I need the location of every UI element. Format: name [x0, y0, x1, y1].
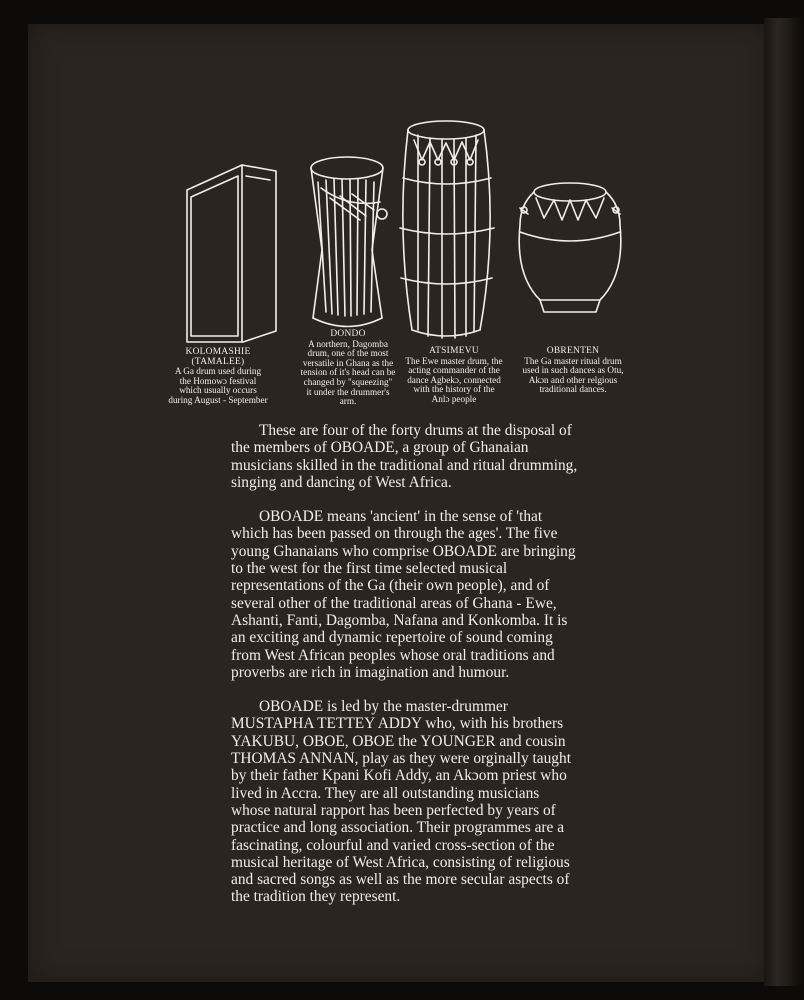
atsimevu-name: ATSIMEVU	[429, 346, 479, 356]
obrenten-drum-illustration	[519, 183, 621, 312]
body-copy	[231, 422, 581, 923]
obrenten-desc-line: Akɔn and other relgious	[528, 374, 618, 385]
atsimevu-drum-illustration	[400, 121, 494, 338]
obrenten-desc-line: The Ga master ritual drum	[524, 355, 622, 366]
kolomashie-caption	[158, 348, 278, 406]
kolomashie-desc-line: during August - September	[168, 394, 268, 405]
obrenten-desc-line: traditional dances.	[539, 384, 607, 395]
obrenten-name: OBRENTEN	[546, 346, 600, 356]
paragraph-intro: These are four of the forty drums at the disposal of the members of OBOADE, a group of Ghanaian musicians skilled in the traditional and ritual drumming, singing and dancing of West Africa.	[231, 422, 578, 491]
paragraph-oboade-meaning: OBOADE means 'ancient' in the sense of 'that which has been passed on through the ages'. The five young Ghanaians who comprise OBOADE are bringing to the west for the first time selected musical representations of the Ga (their own people), and of several other of the traditional areas of Ghana - Ewe, Ashanti, Fanti, Dagomba, Nafana and Konkomba. It is an exciting and dynamic repertoire of sound coming from West African peoples whose oral traditions and proverbs are rich in imagination and humour.	[231, 508, 576, 681]
paragraph-members: OBOADE is led by the master-drummer MUSTAPHA TETTEY ADDY who, with his brothers YAKUBU, OBOE, OBOE the YOUNGER and cousin THOMAS ANNAN, play as they were orginally taught by their father Kpani Kofi Addy, an Akɔom priest who lived in Accra. They are all outstanding musicians whose natural rapport has been perfected by years of practice and long association. Their programmes are a fascinating, colourful and varied cross-section of the musical heritage of West Africa, consisting of religious and sacred songs as well as the more secular aspects of the tradition they represent.	[231, 698, 571, 906]
atsimevu-caption	[394, 347, 514, 405]
dondo-desc-line: versatile in Ghana as the	[302, 357, 394, 368]
kolomashie-desc-line: which usually occurs	[179, 385, 257, 396]
atsimevu-desc-line: acting commander of the	[408, 365, 500, 376]
kolomashie-drum-illustration	[187, 165, 276, 342]
kolomashie-subname: (TAMALEE)	[191, 356, 245, 367]
kolomashie-name: KOLOMASHIE	[185, 347, 251, 357]
atsimevu-desc-line: Anlɔ people	[431, 393, 477, 404]
dondo-caption	[284, 330, 412, 407]
dondo-desc-line: arm.	[339, 396, 357, 407]
atsimevu-desc-line: with the history of the	[413, 384, 495, 395]
obrenten-desc-line: used in such dances as Otu,	[522, 365, 624, 376]
dondo-desc-line: it under the drummer's	[306, 386, 390, 397]
dondo-desc-line: tension of it's head can be	[300, 367, 396, 378]
obrenten-caption	[512, 347, 634, 395]
kolomashie-desc-line: A Ga drum used during	[174, 366, 262, 377]
dondo-desc-line: A northern, Dagomba	[308, 338, 388, 349]
atsimevu-desc-line: The Ewe master drum, the	[405, 355, 503, 366]
atsimevu-desc-line: dance Agbekɔ, connected	[407, 374, 501, 385]
dondo-desc-line: changed by "squeezing"	[303, 376, 393, 387]
dondo-desc-line: drum, one of the most	[307, 348, 389, 359]
dondo-name: DONDO	[330, 329, 366, 339]
kolomashie-desc-line: the Homowɔ festival	[179, 375, 257, 386]
dondo-drum-illustration	[311, 157, 387, 327]
